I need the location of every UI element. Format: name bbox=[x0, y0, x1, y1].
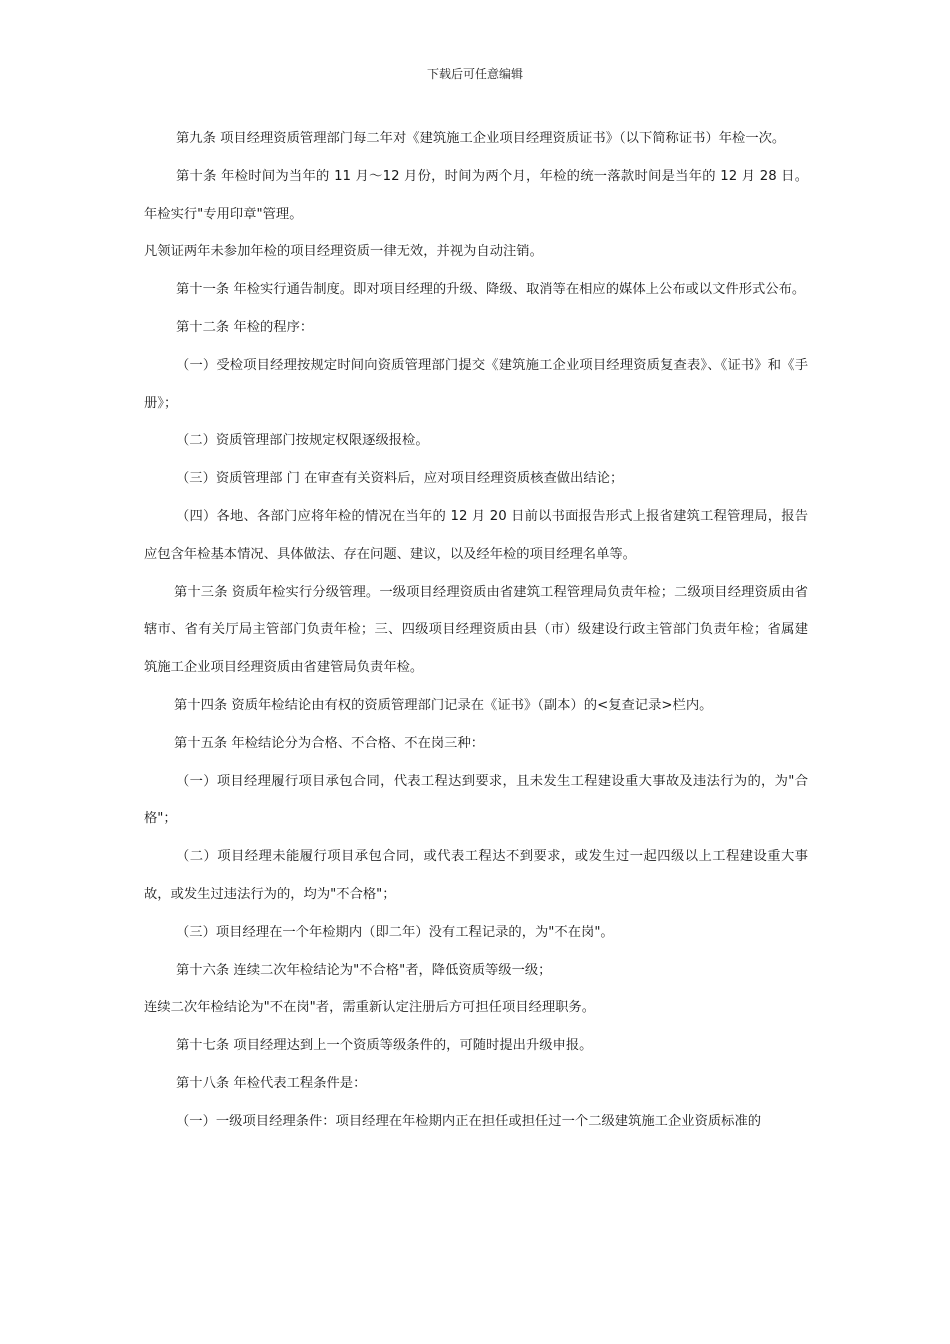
paragraph: （一）项目经理履行项目承包合同，代表工程达到要求，且未发生工程建设重大事故及违法行为的，为"合格"； bbox=[144, 773, 808, 827]
paragraph: 第十一条 年检实行通告制度。即对项目经理的升级、降级、取消等在相应的媒体上公布或以文件形式公布。 bbox=[176, 282, 806, 298]
paragraph: 第九条 项目经理资质管理部门每二年对《建筑施工企业项目经理资质证书》（以下简称证书）年检一次。 bbox=[176, 131, 786, 146]
paragraph: 凡领证两年未参加年检的项目经理资质一律无效，并视为自动注销。 bbox=[144, 244, 543, 260]
paragraph: （一）受检项目经理按规定时间向资质管理部门提交《建筑施工企业项目经理资质复查表》、《证书》和《手册》； bbox=[144, 357, 808, 411]
paragraph: 连续二次年检结论为"不在岗"者，需重新认定注册后方可担任项目经理职务。 bbox=[144, 1000, 596, 1016]
paragraph: 第十四条 资质年检结论由有权的资质管理部门记录在《证书》（副本）的<复查记录>栏内。 bbox=[174, 697, 713, 713]
paragraph: （三）项目经理在一个年检期内（即二年）没有工程记录的，为"不在岗"。 bbox=[176, 924, 614, 940]
paragraph: （一）一级项目经理条件：项目经理在年检期内正在担任或担任过一个二级建筑施工企业资质标准的 bbox=[176, 1113, 762, 1129]
paragraph: 第十二条 年检的程序： bbox=[176, 319, 314, 335]
document-body bbox=[144, 120, 808, 1141]
paragraph: 第十五条 年检结论分为合格、不合格、不在岗三种： bbox=[174, 735, 485, 751]
paragraph: （四）各地、各部门应将年检的情况在当年的 12 月 20 日前以书面报告形式上报省建筑工程管理局，报告应包含年检基本情况、具体做法、存在问题、建议，以及经年检的项目经理名单等。 bbox=[144, 508, 808, 562]
paragraph: 第十七条 项目经理达到上一个资质等级条件的，可随时提出升级申报。 bbox=[176, 1038, 593, 1054]
paragraph: （二）项目经理未能履行项目承包合同，或代表工程达不到要求，或发生过一起四级以上工程建设重大事故，或发生过违法行为的，均为"不合格"； bbox=[144, 849, 808, 902]
paragraph: 第十六条 连续二次年检结论为"不合格"者，降低资质等级一级； bbox=[176, 962, 552, 978]
paragraph: 第十三条 资质年检实行分级管理。一级项目经理资质由省建筑工程管理局负责年检；二级项目经理资质由省辖市、省有关厅局主管部门负责年检；三、四级项目经理资质由县（市）级建设行政主管部门负责年检；省属建筑施工企业项目经理资质由省建管局负责年检。 bbox=[144, 584, 808, 676]
paragraph: （三）资质管理部 门 在审查有关资料后，应对项目经理资质核查做出结论； bbox=[176, 471, 624, 487]
paragraph: 第十八条 年检代表工程条件是： bbox=[176, 1075, 367, 1091]
paragraph: （二）资质管理部门按规定权限逐级报检。 bbox=[176, 433, 429, 449]
page-header: 下载后可任意编辑 bbox=[426, 67, 523, 81]
paragraph: 第十条 年检时间为当年的 11 月～12 月份，时间为两个月，年检的统一落款时间是当年的 12 月 28 日。年检实行"专用印章"管理。 bbox=[144, 168, 808, 222]
